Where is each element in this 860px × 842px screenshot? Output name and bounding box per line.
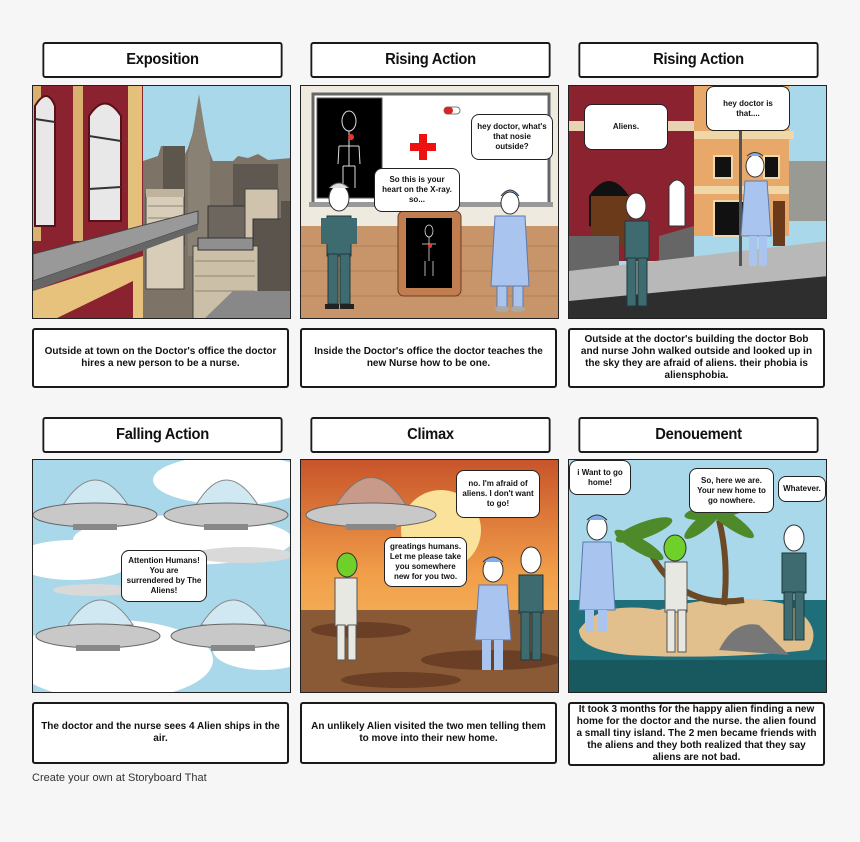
panel-title: Rising Action xyxy=(310,42,550,78)
panel-caption: It took 3 months for the happy alien finding a new home for the doctor and the nurse. the alien found a small tiny island. The 2 men became friends with the aliens and they both realized that they say aliens are not bad. xyxy=(568,702,825,766)
scene-city-skyline xyxy=(32,85,291,319)
speech-bubble-alien: greatings humans. Let me please take you somewhere new for you two. xyxy=(384,537,467,587)
speech-bubble-nurse: hey doctor is that.... xyxy=(706,86,790,131)
panel-title: Rising Action xyxy=(578,42,818,78)
panel-title: Falling Action xyxy=(42,417,282,453)
panel-title: Denouement xyxy=(578,417,818,453)
panel-caption: Outside at town on the Doctor's office the doctor hires a new person to be a nurse. xyxy=(32,328,289,388)
city-skyline-illustration xyxy=(33,86,291,319)
speech-bubble-nurse: i Want to go home! xyxy=(569,460,631,495)
panel-title: Climax xyxy=(310,417,550,453)
speech-bubble-doctor: So this is your heart on the X-ray. so... xyxy=(374,168,460,212)
speech-bubble-nurse: no. I'm afraid of aliens. I don't want to go! xyxy=(456,470,540,518)
speech-bubble-alien: So, here we are. Your new home to go nowhere. xyxy=(689,468,774,513)
scene-doctor-office xyxy=(300,85,559,319)
speech-bubble-doctor: Aliens. xyxy=(584,104,668,150)
storyboard-that-credit[interactable]: Create your own at Storyboard That xyxy=(32,772,207,784)
speech-bubble-aliens: Attention Humans! You are surrendered by The Aliens! xyxy=(121,550,207,602)
panel-title: Exposition xyxy=(42,42,282,78)
panel-caption: An unlikely Alien visited the two men telling them to move into their new home. xyxy=(300,702,557,764)
speech-bubble-nurse: hey doctor, what's that nosie outside? xyxy=(471,114,553,160)
scene-street xyxy=(568,85,827,319)
panel-caption: Inside the Doctor's office the doctor teaches the new Nurse how to be one. xyxy=(300,328,557,388)
panel-caption: The doctor and the nurse sees 4 Alien ships in the air. xyxy=(32,702,289,764)
speech-bubble-doctor: Whatever. xyxy=(778,476,826,502)
panel-caption: Outside at the doctor's building the doctor Bob and nurse John walked outside and looked up in the sky they are afraid of aliens. their phobia is aliensphobia. xyxy=(568,328,825,388)
scene-island xyxy=(568,459,827,693)
scene-sunset xyxy=(300,459,559,693)
scene-ufos xyxy=(32,459,291,693)
